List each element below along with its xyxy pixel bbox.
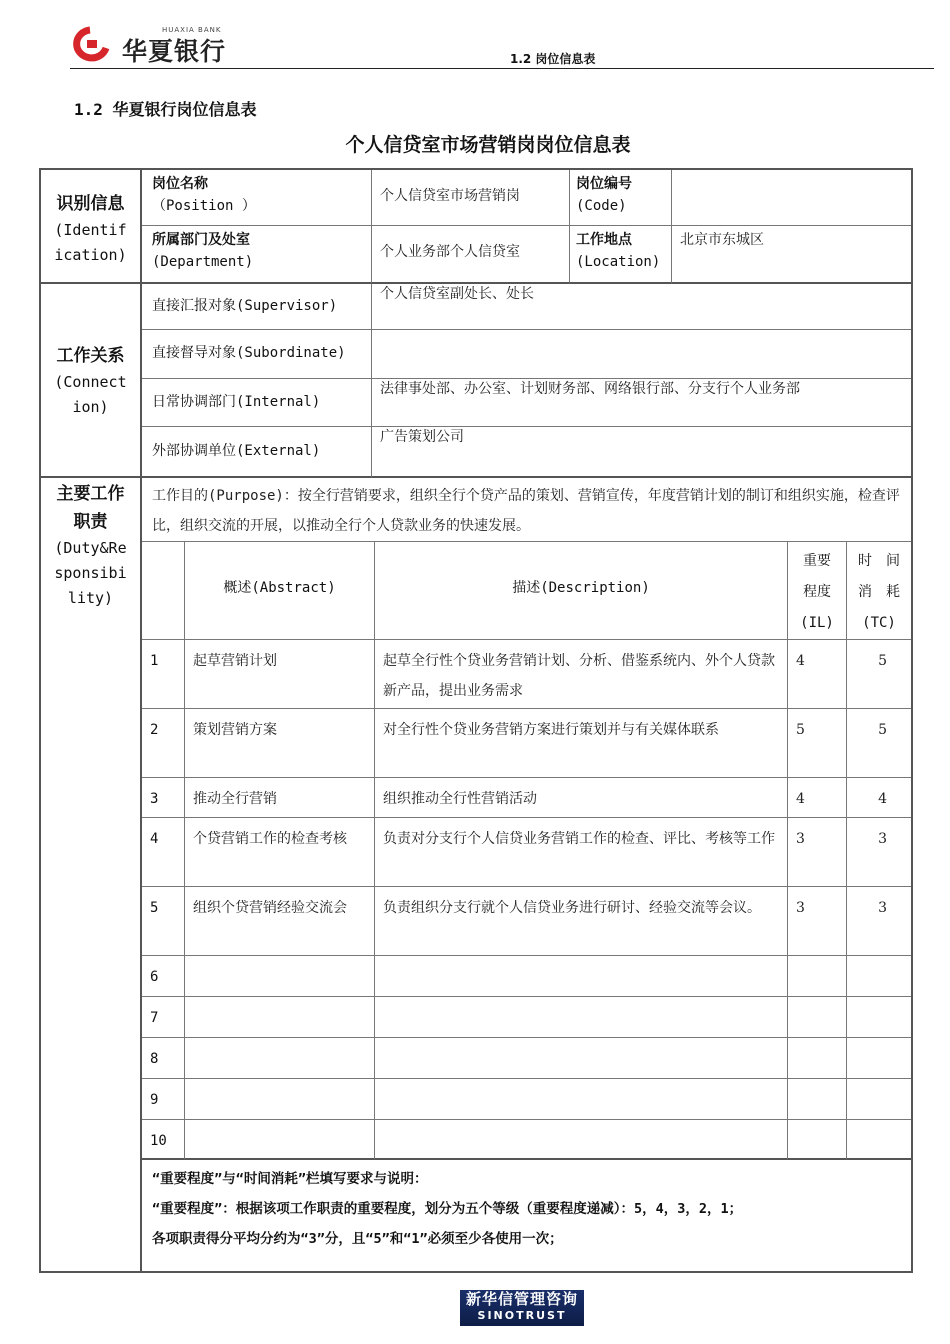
row-description — [375, 1120, 788, 1160]
row-description: 起草全行性个贷业务营销计划、分析、借鉴系统内、外个人贷款新产品，提出业务需求 — [375, 640, 788, 709]
row-abstract — [185, 956, 375, 997]
header-divider — [70, 68, 934, 69]
supervisor-value: 个人信贷室副处长、处长 — [372, 284, 911, 330]
code-value — [672, 170, 911, 226]
department-label: 所属部门及处室 (Department) — [142, 226, 372, 284]
row-number: 7 — [142, 997, 185, 1038]
row-abstract — [185, 997, 375, 1038]
row-il — [788, 956, 847, 997]
internal-value: 法律事处部、办公室、计划财务部、网络银行部、分支行个人业务部 — [372, 379, 911, 427]
internal-label: 日常协调部门(Internal) — [142, 379, 372, 427]
row-description: 负责对分支行个人信贷业务营销工作的检查、评比、考核等工作 — [375, 818, 788, 887]
row-number: 9 — [142, 1079, 185, 1120]
footer-brand-en: SINOTRUST — [477, 1309, 567, 1322]
note-line: 各项职责得分平均分约为“3”分，且“5”和“1”必须至少各使用一次； — [152, 1231, 563, 1247]
document-title: 个人信贷室市场营销岗岗位信息表 — [345, 134, 631, 156]
position-info-table — [39, 168, 913, 1273]
work-purpose: 工作目的(Purpose)：按全行营销要求，组织全行个贷产品的策划、营销宣传，年度营销计划的制订和组织实施，检查评比，组织交流的开展，以推动全行个人贷款业务的快速发展。 — [142, 478, 911, 542]
rating-notes — [142, 1160, 911, 1271]
position-name-label: 岗位名称 （Position ） — [142, 170, 372, 226]
brand-chinese: 华夏银行 — [122, 37, 227, 66]
row-number: 6 — [142, 956, 185, 997]
note-line: “重要程度”：根据该项工作职责的重要程度，划分为五个等级（重要程度递减）：5，4，3，2，1； — [152, 1201, 743, 1217]
huaxia-logo-icon — [70, 26, 110, 62]
row-tc — [847, 1038, 911, 1079]
row-number: 5 — [142, 887, 185, 956]
subordinate-label: 直接督导对象(Subordinate) — [142, 330, 372, 379]
external-label: 外部协调单位(External) — [142, 427, 372, 478]
row-il — [788, 1120, 847, 1160]
row-il — [788, 1079, 847, 1120]
row-abstract: 起草营销计划 — [185, 640, 375, 709]
row-tc — [847, 997, 911, 1038]
row-tc: 4 — [847, 778, 911, 818]
row-abstract: 个贷营销工作的检查考核 — [185, 818, 375, 887]
connection-label: 工作关系 (Connect ion) — [41, 284, 142, 478]
brand-english: HUAXIA BANK — [162, 26, 222, 34]
abstract-header: 概述(Abstract) — [185, 542, 375, 640]
row-il: 3 — [788, 818, 847, 887]
duty-label: 主要工作 职责 (Duty&Re sponsibi lity) — [41, 478, 142, 1273]
subordinate-value — [372, 330, 911, 379]
row-number: 8 — [142, 1038, 185, 1079]
row-abstract — [185, 1038, 375, 1079]
row-number: 2 — [142, 709, 185, 778]
row-il: 4 — [788, 640, 847, 709]
footer-brand-cn: 新华信管理咨询 — [465, 1290, 578, 1308]
no-header — [142, 542, 185, 640]
row-abstract — [185, 1079, 375, 1120]
row-tc: 5 — [847, 709, 911, 778]
row-description: 对全行性个贷业务营销方案进行策划并与有关媒体联系 — [375, 709, 788, 778]
row-il — [788, 997, 847, 1038]
row-tc: 5 — [847, 640, 911, 709]
row-abstract: 策划营销方案 — [185, 709, 375, 778]
row-description: 负责组织分支行就个人信贷业务进行研讨、经验交流等会议。 — [375, 887, 788, 956]
il-header: 重要 程度 (IL) — [788, 542, 847, 640]
row-il: 3 — [788, 887, 847, 956]
row-abstract: 推动全行营销 — [185, 778, 375, 818]
row-number: 3 — [142, 778, 185, 818]
row-number: 1 — [142, 640, 185, 709]
row-description: 组织推动全行性营销活动 — [375, 778, 788, 818]
tc-header: 时 间 消 耗 (TC) — [847, 542, 911, 640]
row-number: 4 — [142, 818, 185, 887]
row-abstract — [185, 1120, 375, 1160]
external-value: 广告策划公司 — [372, 427, 911, 478]
row-description — [375, 1079, 788, 1120]
row-tc — [847, 1120, 911, 1160]
running-title: 1.2 岗位信息表 — [510, 52, 596, 66]
department-value: 个人业务部个人信贷室 — [372, 226, 570, 284]
note-line: “重要程度”与“时间消耗”栏填写要求与说明： — [152, 1171, 428, 1187]
row-abstract: 组织个贷营销经验交流会 — [185, 887, 375, 956]
identification-label: 识别信息 (Identif ication) — [41, 170, 142, 284]
huaxia-bank-logo — [70, 26, 240, 66]
row-il: 4 — [788, 778, 847, 818]
sinotrust-logo — [460, 1290, 584, 1326]
row-description — [375, 1038, 788, 1079]
row-tc — [847, 956, 911, 997]
position-name-value: 个人信贷室市场营销岗 — [372, 170, 570, 226]
description-header: 描述(Description) — [375, 542, 788, 640]
location-label: 工作地点 (Location) — [570, 226, 672, 284]
row-tc: 3 — [847, 887, 911, 956]
section-title: 1.2 华夏银行岗位信息表 — [74, 100, 257, 119]
supervisor-label: 直接汇报对象(Supervisor) — [142, 284, 372, 330]
row-il: 5 — [788, 709, 847, 778]
row-tc — [847, 1079, 911, 1120]
row-description — [375, 997, 788, 1038]
row-description — [375, 956, 788, 997]
row-tc: 3 — [847, 818, 911, 887]
row-il — [788, 1038, 847, 1079]
code-label: 岗位编号 (Code) — [570, 170, 672, 226]
location-value: 北京市东城区 — [672, 226, 911, 284]
row-number: 10 — [142, 1120, 185, 1160]
